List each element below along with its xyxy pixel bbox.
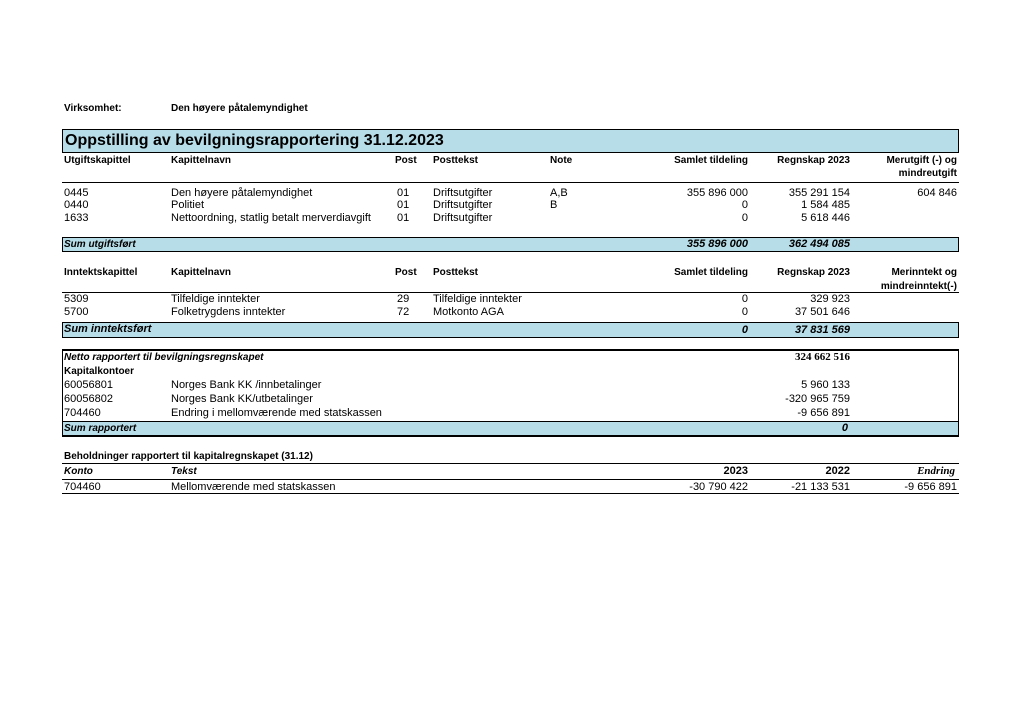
cell-post: 72: [397, 306, 410, 318]
cell-kapittel: 1633: [64, 212, 89, 224]
page-title: Oppstilling av bevilgningsrapportering 31.12.2023: [65, 132, 444, 149]
col-header-samlet-tildeling: Samlet tildeling: [674, 155, 748, 166]
sum-utgift-label: Sum utgiftsført: [64, 239, 136, 250]
col-header-utgiftskapittel: Utgiftskapittel: [64, 155, 131, 166]
col-header-note: Note: [550, 155, 573, 166]
netto-value: 324 662 516: [795, 351, 850, 363]
col-header-merutgift-1: Merutgift (-) og: [886, 155, 957, 166]
divider: [62, 182, 959, 183]
col-header-merutgift-2: mindreutgift: [898, 168, 957, 179]
cell-tildeling: 0: [741, 212, 748, 224]
col-header-2023: 2023: [723, 465, 748, 477]
sum-utgift-regnskap: 362 494 085: [788, 238, 850, 250]
beholdninger-title: Beholdninger rapportert til kapitalregnskapet (31.12): [64, 451, 313, 462]
col-header-inntektskapittel: Inntektskapittel: [64, 267, 138, 278]
cell-note: B: [550, 199, 558, 211]
cell-kapittel: 5700: [64, 306, 89, 318]
cell-regnskap: 1 584 485: [801, 199, 850, 211]
cell-value: 5 960 133: [801, 379, 850, 391]
col-header-kapittelnavn: Kapittelnavn: [171, 155, 232, 166]
cell-tildeling: 0: [741, 306, 748, 318]
cell-kapittel: 5309: [64, 293, 89, 305]
cell-navn: Den høyere påtalemyndighet: [171, 187, 313, 199]
divider: [62, 493, 959, 494]
cell-kapittel: 0440: [64, 199, 89, 211]
sum-utgift-tildeling: 355 896 000: [686, 238, 748, 250]
cell-posttekst: Tilfeldige inntekter: [433, 293, 522, 305]
cell-regnskap: 329 923: [810, 293, 850, 305]
col-header-regnskap: Regnskap 2023: [777, 267, 850, 278]
divider: [62, 463, 959, 464]
netto-label: Netto rapportert til bevilgningsregnskapet: [64, 352, 264, 363]
col-header-posttekst: Posttekst: [433, 155, 479, 166]
col-header-posttekst: Posttekst: [433, 267, 479, 278]
col-header-regnskap: Regnskap 2023: [777, 155, 850, 166]
cell-post: 01: [397, 187, 410, 199]
divider: [62, 479, 959, 480]
cell-tildeling: 0: [741, 199, 748, 211]
cell-mer: 604 846: [917, 187, 957, 199]
col-header-kapittelnavn: Kapittelnavn: [171, 267, 232, 278]
cell-tekst: Endring i mellomværende med statskassen: [171, 407, 382, 419]
cell-tekst: Mellomværende med statskassen: [171, 481, 336, 493]
cell-posttekst: Driftsutgifter: [433, 212, 493, 224]
cell-post: 01: [397, 199, 410, 211]
col-header-endring: Endring: [917, 465, 955, 477]
col-header-merinntekt-1: Merinntekt og: [891, 267, 957, 278]
cell-value: -9 656 891: [797, 407, 850, 419]
cell-navn: Folketrygdens inntekter: [171, 306, 286, 318]
sum-inntekt-label: Sum inntektsført: [64, 323, 152, 335]
cell-posttekst: Motkonto AGA: [433, 306, 504, 318]
col-header-samlet-tildeling: Samlet tildeling: [674, 267, 748, 278]
cell-2022: -21 133 531: [791, 481, 850, 493]
sum-rapportert-label: Sum rapportert: [64, 423, 137, 434]
col-header-merinntekt-2: mindreinntekt(-): [880, 281, 957, 292]
col-header-post: Post: [395, 267, 417, 278]
cell-konto: 60056801: [64, 379, 113, 391]
cell-konto: 60056802: [64, 393, 113, 405]
cell-regnskap: 37 501 646: [794, 306, 850, 318]
sum-inntekt-tildeling: 0: [741, 324, 748, 336]
cell-konto: 704460: [64, 481, 101, 493]
cell-regnskap: 5 618 446: [801, 212, 850, 224]
virksomhet-value: Den høyere påtalemyndighet: [171, 103, 308, 114]
cell-2023: -30 790 422: [689, 481, 748, 493]
cell-endring: -9 656 891: [904, 481, 957, 493]
col-header-tekst: Tekst: [171, 466, 197, 477]
kapitalkontoer-label: Kapitalkontoer: [64, 366, 135, 377]
cell-tildeling: 355 896 000: [686, 187, 748, 199]
cell-konto: 704460: [64, 407, 101, 419]
cell-navn: Politiet: [171, 199, 205, 211]
sum-inntekt-regnskap: 37 831 569: [794, 324, 850, 336]
cell-posttekst: Driftsutgifter: [433, 187, 493, 199]
col-header-post: Post: [395, 155, 417, 166]
col-header-konto: Konto: [64, 466, 93, 477]
cell-navn: Nettoordning, statlig betalt merverdiavgift: [171, 212, 371, 224]
cell-note: A,B: [550, 187, 568, 199]
sum-rapportert-value: 0: [841, 422, 848, 434]
cell-tildeling: 0: [741, 293, 748, 305]
cell-kapittel: 0445: [64, 187, 89, 199]
cell-post: 29: [397, 293, 410, 305]
cell-value: -320 965 759: [785, 393, 850, 405]
cell-tekst: Norges Bank KK /innbetalinger: [171, 379, 322, 391]
cell-navn: Tilfeldige inntekter: [171, 293, 260, 305]
cell-regnskap: 355 291 154: [788, 187, 850, 199]
cell-post: 01: [397, 212, 410, 224]
col-header-2022: 2022: [825, 465, 850, 477]
cell-tekst: Norges Bank KK/utbetalinger: [171, 393, 313, 405]
cell-posttekst: Driftsutgifter: [433, 199, 493, 211]
virksomhet-label: Virksomhet:: [64, 103, 122, 114]
